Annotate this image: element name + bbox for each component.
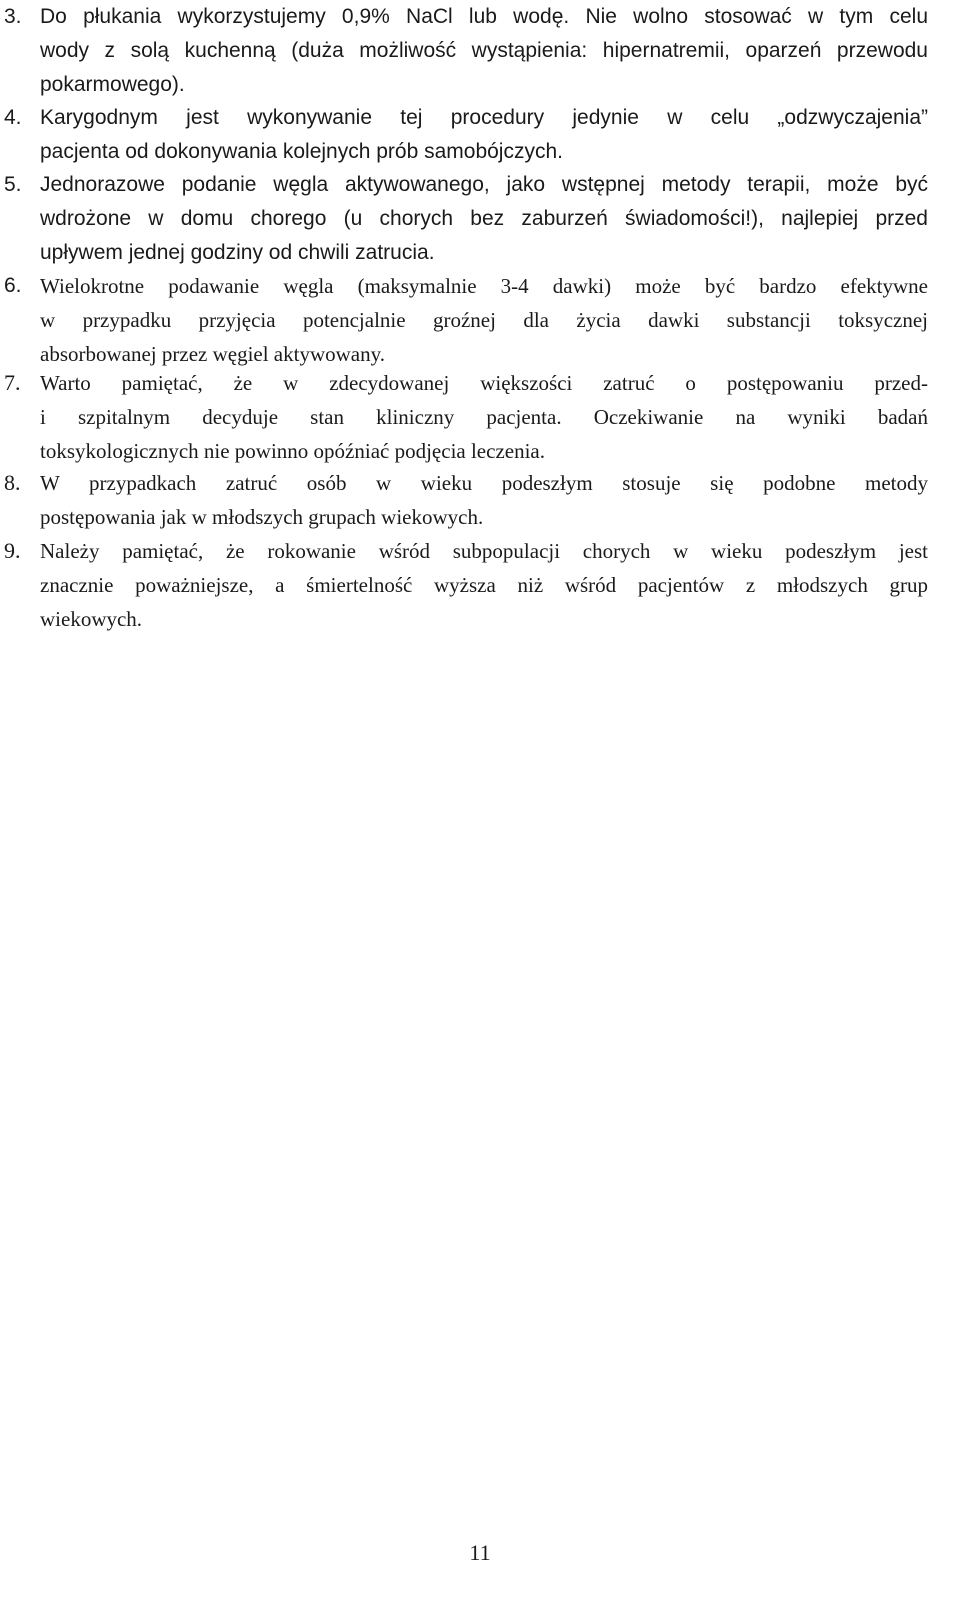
text-line: absorbowanej przez węgiel aktywowany.	[40, 342, 386, 366]
list-item-number: 4.	[4, 106, 22, 129]
text-line: w przypadku przyjęcia potencjalnie groźnej dla życia dawki substancji toksycznej	[40, 308, 928, 332]
list-item-text	[40, 101, 928, 169]
text-line: Należy pamiętać, że rokowanie wśród subpopulacji chorych w wieku podeszłym jest	[40, 539, 928, 563]
list-item-number: 7.	[4, 370, 21, 395]
text-line: toksykologicznych nie powinno opóźniać podjęcia leczenia.	[40, 439, 545, 463]
text-line: Wielokrotne podawanie węgla (maksymalnie 3-4 dawki) może być bardzo efektywne	[40, 274, 928, 298]
list-item-number: 5.	[4, 173, 22, 196]
text-line: W przypadkach zatruć osób w wieku podeszłym stosuje się podobne metody	[40, 471, 928, 495]
list-item-text	[40, 168, 928, 270]
list-item-text	[40, 534, 928, 636]
text-line: Karygodnym jest wykonywanie tej procedury jedynie w celu „odzwyczajenia”	[40, 106, 928, 129]
text-line: Warto pamiętać, że w zdecydowanej większości zatruć o postępowaniu przed-	[40, 371, 928, 395]
text-line: znacznie poważniejsze, a śmiertelność wyższa niż wśród pacjentów z młodszych grup	[40, 573, 928, 597]
list-item-number: 9.	[4, 538, 21, 563]
text-line: Jednorazowe podanie węgla aktywowanego, jako wstępnej metody terapii, może być	[40, 173, 928, 196]
list-item-text	[40, 269, 928, 371]
list-item-number: 6.	[4, 274, 22, 297]
text-line: wdrożone w domu chorego (u chorych bez zaburzeń świadomości!), najlepiej przed	[40, 207, 928, 230]
text-line: Do płukania wykorzystujemy 0,9% NaCl lub wodę. Nie wolno stosować w tym celu	[40, 5, 928, 28]
list-item-text	[40, 0, 928, 102]
list-item-text	[40, 366, 928, 468]
text-line: i szpitalnym decyduje stan kliniczny pacjenta. Oczekiwanie na wyniki badań	[40, 405, 928, 429]
list-item-number: 3.	[4, 5, 22, 28]
text-line: pacjenta od dokonywania kolejnych prób samobójczych.	[40, 140, 563, 163]
text-line: pokarmowego).	[40, 73, 185, 96]
list-item-number: 8.	[4, 470, 21, 495]
list-item-text	[40, 466, 928, 534]
text-line: postępowania jak w młodszych grupach wiekowych.	[40, 505, 484, 529]
text-line: wiekowych.	[40, 607, 143, 631]
text-line: upływem jednej godziny od chwili zatrucia.	[40, 241, 435, 264]
text-line: wody z solą kuchenną (duża możliwość wystąpienia: hipernatremii, oparzeń przewodu	[40, 39, 928, 62]
page-number: 11	[469, 1540, 491, 1565]
